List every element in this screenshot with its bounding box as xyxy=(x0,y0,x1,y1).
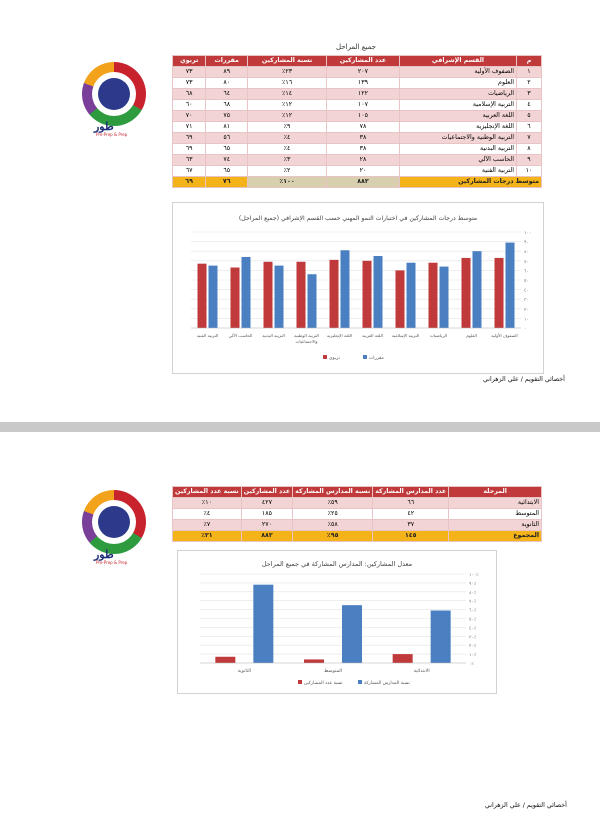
col-header: مقررات xyxy=(206,56,248,67)
table-cell: ٩ xyxy=(517,155,542,166)
table-cell: ٣٧ xyxy=(373,520,449,531)
bar-series-b xyxy=(242,257,251,328)
table-header-row xyxy=(173,56,542,67)
col-header: المرحلة xyxy=(449,487,542,498)
table-cell: ٥٩٪ xyxy=(293,498,373,509)
table-cell: ٦٨ xyxy=(206,100,248,111)
col-header: عدد المدارس المشاركة xyxy=(373,487,449,498)
table-cell: ٦٣ xyxy=(173,155,206,166)
table-cell: ٦٩ xyxy=(173,144,206,155)
y-tick-label: ٠٪ xyxy=(469,662,474,667)
col-header: نسبة المشاركين xyxy=(248,56,327,67)
table-cell: ١٠ xyxy=(517,166,542,177)
x-tick-label: اللغة الإنجليزية xyxy=(326,333,353,338)
legend-swatch xyxy=(298,680,302,684)
x-tick-label: والاجتماعيات xyxy=(295,339,318,344)
table-row xyxy=(173,89,542,100)
bar-series-a xyxy=(393,654,413,663)
chart-2-frame xyxy=(177,550,497,694)
y-tick-label: ١٠٠٪ xyxy=(469,573,479,578)
table-cell: ٢٠ xyxy=(326,166,399,177)
table-cell: العلوم xyxy=(400,78,517,89)
table-cell: ١ xyxy=(517,67,542,78)
bar-series-a xyxy=(297,262,306,328)
stages-table xyxy=(172,486,542,542)
table-cell: ١٣٩ xyxy=(326,78,399,89)
table-cell: ١٢٪ xyxy=(248,111,327,122)
chart-2 xyxy=(178,551,496,693)
bar-series-b xyxy=(440,267,449,328)
table-cell: ٦٩ xyxy=(173,133,206,144)
y-tick-label: ٧٠٪ xyxy=(469,599,477,605)
logo-wordmark: طور xyxy=(94,120,114,133)
x-tick-label: التربية الفنية xyxy=(196,333,219,338)
table-cell: ١٤٪ xyxy=(248,89,327,100)
table-cell: ٤٢ xyxy=(373,509,449,520)
bar-series-b xyxy=(431,610,451,663)
x-tick-label: الثانوية xyxy=(237,669,252,674)
table-cell: ٩٪ xyxy=(248,122,327,133)
table-cell: الحاسب الآلي xyxy=(400,155,517,166)
table-total-cell: متوسط درجات المشاركين xyxy=(400,177,542,188)
y-tick-label: ٦٠ xyxy=(524,269,529,275)
col-header: نسبة عدد المشاركين xyxy=(173,487,242,498)
x-tick-label: العلوم xyxy=(466,333,477,338)
table-row xyxy=(173,155,542,166)
bar-series-b xyxy=(407,263,416,328)
logo xyxy=(82,62,146,137)
table-cell: ٨١ xyxy=(206,122,248,133)
logo-tagline: Pre-Prep & Prep xyxy=(96,132,128,137)
legend-swatch xyxy=(363,355,367,359)
table-cell: ٦٦ xyxy=(373,498,449,509)
table-cell: ١٦٪ xyxy=(248,78,327,89)
chart-1 xyxy=(173,203,543,373)
table-cell: ٦٤ xyxy=(206,89,248,100)
x-tick-label: التربية الوطنية xyxy=(294,333,319,338)
x-tick-label: التربية الإسلامية xyxy=(391,333,420,338)
y-tick-label: ٢٠ xyxy=(524,307,529,313)
table-row xyxy=(173,166,542,177)
x-tick-label: اللغة العربية xyxy=(362,333,383,338)
table-cell: ٨ xyxy=(517,144,542,155)
table-cell: التربية البدنية xyxy=(400,144,517,155)
col-header: تربوي xyxy=(173,56,206,67)
table-cell: ٣٨ xyxy=(326,144,399,155)
table-cell: ٢٠٧ xyxy=(326,67,399,78)
bar-series-b xyxy=(374,256,383,328)
bar-series-a xyxy=(264,262,273,328)
bar-series-b xyxy=(308,274,317,328)
table-total-cell: ١٤٥ xyxy=(373,531,449,542)
table-total-cell: ٩٥٪ xyxy=(293,531,373,542)
table-row xyxy=(173,509,542,520)
x-tick-label: الرياضيات xyxy=(429,333,448,338)
table-cell: التربية الفنية xyxy=(400,166,517,177)
table-cell: ٤٪ xyxy=(248,144,327,155)
legend-swatch xyxy=(358,680,362,684)
chart-1-frame xyxy=(172,202,544,374)
table-cell: ٢ xyxy=(517,78,542,89)
table-total-cell: ٨٨٢ xyxy=(326,177,399,188)
y-tick-label: ٦٠٪ xyxy=(469,608,477,614)
chart-title: متوسط درجات المشاركين في اختبارات النمو المهني حسب القسم الإشرافي (جميع المراحل) xyxy=(238,215,478,222)
bar-series-b xyxy=(341,250,350,328)
table-cell: التربية الإسلامية xyxy=(400,100,517,111)
table-row xyxy=(173,67,542,78)
y-tick-label: ٥٠ xyxy=(524,279,529,284)
y-tick-label: ٨٠٪ xyxy=(469,590,477,596)
chart-title: معدل المشاركين: المدارس المشاركة في جميع المراحل xyxy=(261,560,413,568)
bar-series-a xyxy=(304,659,324,663)
col-header: نسبة المدارس المشاركة xyxy=(293,487,373,498)
y-tick-label: ٩٠٪ xyxy=(469,581,477,587)
col-header: عدد المشاركين xyxy=(241,487,292,498)
table-cell: ٥ xyxy=(517,111,542,122)
table-cell: ٨٠ xyxy=(206,78,248,89)
table-cell: ١٨٥ xyxy=(241,509,292,520)
participants-table xyxy=(172,55,542,188)
table-cell: ٥٨٪ xyxy=(293,520,373,531)
table-cell: ٥٦ xyxy=(206,133,248,144)
table-header-row xyxy=(173,487,542,498)
table-cell: ٦٥ xyxy=(206,144,248,155)
table-cell: التربية الوطنية والاجتماعيات xyxy=(400,133,517,144)
bar-series-a xyxy=(330,260,339,328)
table-cell: ٧٤ xyxy=(206,155,248,166)
table-cell: ١٢٪ xyxy=(248,100,327,111)
table-cell: المتوسط xyxy=(449,509,542,520)
table-row xyxy=(173,78,542,89)
table-cell: ٤ xyxy=(517,100,542,111)
legend-label: مقررات xyxy=(369,356,384,361)
table-row xyxy=(173,144,542,155)
table-cell: ٣ xyxy=(517,89,542,100)
y-tick-label: ٥٠٪ xyxy=(469,617,477,623)
bar-series-b xyxy=(473,251,482,328)
legend-swatch xyxy=(323,355,327,359)
table-cell: ١٠٧ xyxy=(326,100,399,111)
bar-series-b xyxy=(506,243,515,328)
table-cell: ٢٪ xyxy=(248,166,327,177)
table-total-cell: ٢١٪ xyxy=(173,531,242,542)
bar-series-b xyxy=(342,605,362,663)
y-tick-label: ٣٠ xyxy=(524,298,529,304)
legend-label: تربوي xyxy=(329,356,340,361)
table-cell: ٧٨ xyxy=(326,122,399,133)
y-tick-label: ٧٠ xyxy=(524,259,529,265)
y-tick-label: ٣٠٪ xyxy=(469,635,477,641)
bar-series-b xyxy=(253,585,273,663)
table-cell: الابتدائية xyxy=(449,498,542,509)
table-caption: جميع المراحل xyxy=(336,43,376,51)
y-tick-label: ١٠ xyxy=(524,317,529,323)
table-cell: ٢٣٪ xyxy=(248,67,327,78)
bar-series-a xyxy=(363,261,372,328)
table-cell: ٧ xyxy=(517,133,542,144)
table-cell: ٣٨ xyxy=(326,133,399,144)
col-header: القسم الإشرافي xyxy=(400,56,517,67)
legend-label: نسبة عدد المشاركين xyxy=(304,681,343,686)
table-cell: الرياضيات xyxy=(400,89,517,100)
col-header: م xyxy=(517,56,542,67)
bar-series-a xyxy=(198,264,207,328)
bar-series-a xyxy=(429,263,438,328)
logo-wordmark: طور xyxy=(94,548,114,561)
table-total-cell: المجموع xyxy=(449,531,542,542)
table-cell: الثانوية xyxy=(449,520,542,531)
table-total-cell: ١٠٠٪ xyxy=(248,177,327,188)
table-total-cell: ٨٨٢ xyxy=(241,531,292,542)
table-cell: اللغة العربية xyxy=(400,111,517,122)
table-cell: ٣٪ xyxy=(248,155,327,166)
table-cell: ١٢٢ xyxy=(326,89,399,100)
table-cell: ٦٠ xyxy=(173,100,206,111)
table-cell: ٧٥ xyxy=(206,111,248,122)
y-tick-label: ٨٠ xyxy=(524,250,529,256)
table-cell: ٤٪ xyxy=(248,133,327,144)
y-tick-label: ١٠٠ xyxy=(524,231,532,236)
table-cell: ٧٠ xyxy=(173,111,206,122)
bar-series-a xyxy=(396,270,405,328)
table-cell: ١٠٥ xyxy=(326,111,399,122)
table-cell: ٢٥٪ xyxy=(293,509,373,520)
y-tick-label: ٢٠٪ xyxy=(469,644,477,650)
x-tick-label: الصفوف الأولية xyxy=(491,333,518,338)
table-cell: ٤٢٧ xyxy=(241,498,292,509)
table-cell: ٢٨ xyxy=(326,155,399,166)
logo xyxy=(82,490,146,565)
y-tick-label: ٠ xyxy=(524,327,527,332)
table-cell: الصفوف الأولية xyxy=(400,67,517,78)
table-total-row xyxy=(173,177,542,188)
bar-series-a xyxy=(462,258,471,328)
logo-tagline: Pre-Prep & Prep xyxy=(96,560,128,565)
y-tick-label: ١٠٪ xyxy=(469,653,477,659)
table-row xyxy=(173,111,542,122)
table-row xyxy=(173,133,542,144)
x-tick-label: المتوسط xyxy=(323,669,343,674)
table-cell: ١٠٪ xyxy=(173,498,242,509)
table-row xyxy=(173,520,542,531)
table-cell: ٢٧٠ xyxy=(241,520,292,531)
page-footer: أخصائي التقويم / علي الزهراني xyxy=(485,802,567,809)
y-tick-label: ٩٠ xyxy=(524,240,529,246)
legend-label: نسبة المدارس المشاركة xyxy=(364,681,410,686)
table-cell: ٦ xyxy=(517,122,542,133)
bar-series-b xyxy=(275,266,284,328)
table-cell: ٧١ xyxy=(173,122,206,133)
table-total-row xyxy=(173,531,542,542)
table-total-cell: ٧٦ xyxy=(206,177,248,188)
page-footer: أخصائي التقويم / علي الزهراني xyxy=(483,376,565,383)
bar-series-b xyxy=(209,266,218,328)
col-header: عدد المشاركين xyxy=(326,56,399,67)
y-tick-label: ٤٠ xyxy=(524,288,529,294)
bar-series-a xyxy=(495,258,504,328)
table-cell: ٤٪ xyxy=(173,509,242,520)
table-cell: ٧٪ xyxy=(173,520,242,531)
report-page-2 xyxy=(0,432,600,831)
table-cell: اللغة الإنجليزية xyxy=(400,122,517,133)
table-cell: ٧٣ xyxy=(173,78,206,89)
table-row xyxy=(173,122,542,133)
bar-series-a xyxy=(231,268,240,328)
x-tick-label: التربية البدنية xyxy=(262,333,285,338)
x-tick-label: الحاسب الآلي xyxy=(228,333,253,338)
y-tick-label: ٤٠٪ xyxy=(469,626,477,632)
table-row xyxy=(173,100,542,111)
table-row xyxy=(173,498,542,509)
table-total-cell: ٦٩ xyxy=(173,177,206,188)
table-cell: ٨٩ xyxy=(206,67,248,78)
table-cell: ٧٣ xyxy=(173,67,206,78)
x-tick-label: الابتدائية xyxy=(413,669,430,674)
table-cell: ٦٧ xyxy=(173,166,206,177)
bar-series-a xyxy=(215,657,235,663)
table-cell: ٦٥ xyxy=(206,166,248,177)
table-cell: ٦٨ xyxy=(173,89,206,100)
